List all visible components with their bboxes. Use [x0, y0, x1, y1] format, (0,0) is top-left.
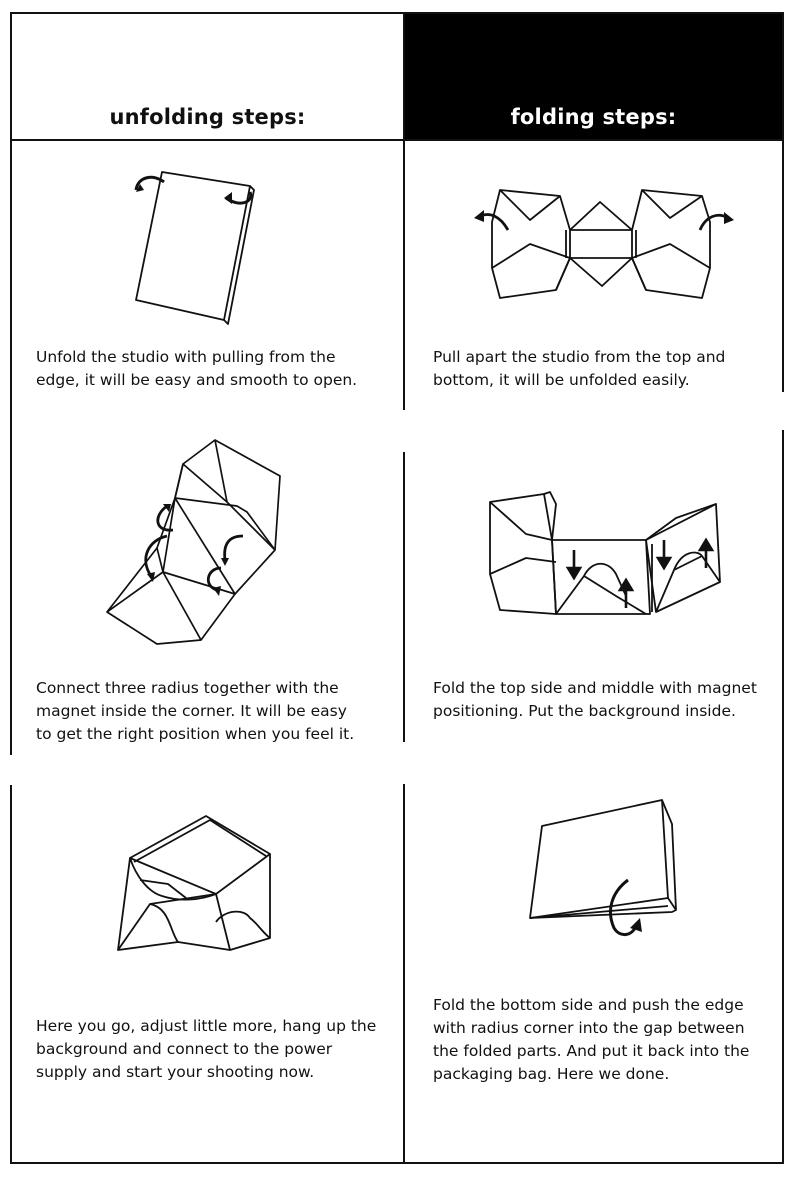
assembled-light-box-icon — [110, 812, 280, 974]
caption-line: Fold the bottom side and push the edge — [433, 996, 744, 1014]
caption-line: bottom, it will be unfolded easily. — [433, 371, 690, 389]
caption-line: Pull apart the studio from the top and — [433, 348, 726, 366]
opened-studio-icon — [105, 440, 290, 654]
fold-step-1-caption — [433, 346, 778, 392]
caption-line: Here you go, adjust little more, hang up the — [36, 1017, 377, 1035]
unfolded-panels-icon — [470, 188, 742, 312]
folded-flat-icon — [524, 800, 684, 954]
border-gap — [778, 392, 788, 430]
fold-step-2-caption — [433, 677, 781, 723]
caption-line: Unfold the studio with pulling from the — [36, 348, 336, 366]
fold-step-3-caption — [433, 994, 778, 1086]
divider-gap — [400, 410, 408, 452]
column-divider — [403, 12, 405, 1164]
unfold-step-2-caption — [36, 677, 396, 746]
unfold-step-3-caption — [36, 1015, 398, 1084]
flat-folded-studio-icon — [128, 160, 268, 334]
caption-line: background and connect to the power — [36, 1040, 333, 1058]
caption-line: with radius corner into the gap between — [433, 1019, 745, 1037]
caption-line: edge, it will be easy and smooth to open. — [36, 371, 358, 389]
folding-panels-icon — [486, 484, 726, 623]
caption-line: packaging bag. Here we done. — [433, 1065, 670, 1083]
caption-line: magnet inside the corner. It will be easy — [36, 702, 347, 720]
caption-line: the folded parts. And put it back into the — [433, 1042, 750, 1060]
header-divider — [10, 139, 784, 141]
folding-steps-heading: folding steps: — [510, 105, 677, 129]
caption-line: supply and start your shooting now. — [36, 1063, 315, 1081]
unfolding-steps-heading: unfolding steps: — [109, 105, 306, 129]
caption-line: positioning. Put the background inside. — [433, 702, 736, 720]
caption-line: to get the right position when you feel it. — [36, 725, 355, 743]
caption-line: Fold the top side and middle with magnet — [433, 679, 757, 697]
border-gap — [8, 755, 16, 785]
unfold-step-1-caption — [36, 346, 396, 392]
divider-gap — [400, 742, 408, 784]
caption-line: Connect three radius together with the — [36, 679, 339, 697]
